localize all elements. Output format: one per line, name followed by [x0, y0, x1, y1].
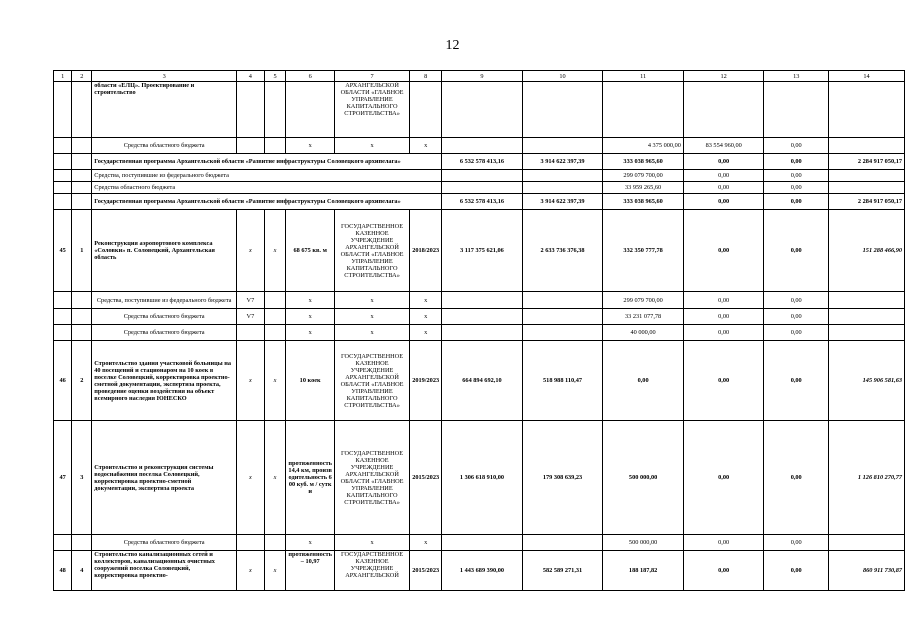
- header-cell: 2: [72, 71, 92, 82]
- header-cell: 6: [286, 71, 335, 82]
- cell: 0,00: [764, 309, 828, 325]
- cell: 1 126 810 270,77: [828, 421, 904, 535]
- cell: 0,00: [764, 325, 828, 341]
- header-cell: 11: [603, 71, 684, 82]
- cell: х: [286, 325, 335, 341]
- cell: 3 914 622 397,39: [522, 194, 603, 210]
- row-number: 46: [54, 341, 72, 421]
- cell: х: [264, 421, 286, 535]
- table-row: [54, 341, 905, 421]
- budget-table: [53, 70, 905, 591]
- cell: х: [264, 341, 286, 421]
- cell: 0,00: [683, 551, 764, 591]
- cell: х: [410, 535, 442, 551]
- table-row: [54, 551, 905, 591]
- cell: 0,00: [764, 551, 828, 591]
- cell: х: [237, 421, 265, 535]
- table-row: [54, 292, 905, 309]
- row-subnumber: 4: [72, 551, 92, 591]
- cell: 0,00: [683, 535, 764, 551]
- cell: 2 633 736 376,38: [522, 210, 603, 292]
- cell: х: [237, 551, 265, 591]
- table-row: [54, 325, 905, 341]
- cell: 0,00: [764, 154, 828, 170]
- cell: 3 117 375 621,06: [442, 210, 523, 292]
- cell: 0,00: [683, 170, 764, 182]
- cell: х: [286, 309, 335, 325]
- period: 2015/2023: [410, 421, 442, 535]
- row-subnumber: 3: [72, 421, 92, 535]
- table-row: [54, 210, 905, 292]
- header-cell: 13: [764, 71, 828, 82]
- customer-org: ГОСУДАРСТВЕННОЕ КАЗЕННОЕ УЧРЕЖДЕНИЕ АРХАНГЕЛЬСКОЙ ОБЛАСТИ «ГЛАВНОЕ УПРАВЛЕНИЕ КАПИТАЛЬНОГО СТРОИТЕЛЬСТВА»: [334, 341, 409, 421]
- cell: 1 306 618 910,00: [442, 421, 523, 535]
- capacity: 10 коек: [286, 341, 335, 421]
- header-cell: 10: [522, 71, 603, 82]
- cell: х: [334, 292, 409, 309]
- cell: 0,00: [683, 292, 764, 309]
- header-cell: 9: [442, 71, 523, 82]
- cell: 0,00: [683, 325, 764, 341]
- cell: 0,00: [764, 535, 828, 551]
- customer-org: ГОСУДАРСТВЕННОЕ КАЗЕННОЕ УЧРЕЖДЕНИЕ АРХАНГЕЛЬСКОЙ: [334, 551, 409, 591]
- cell: 3 914 622 397,39: [522, 154, 603, 170]
- cell: х: [237, 341, 265, 421]
- program-name: Государственная программа Архангельской области «Развитие инфраструктуры Соловецкого архипелага»: [92, 154, 442, 170]
- customer-org: ГОСУДАРСТВЕННОЕ КАЗЕННОЕ УЧРЕЖДЕНИЕ АРХАНГЕЛЬСКОЙ ОБЛАСТИ «ГЛАВНОЕ УПРАВЛЕНИЕ КАПИТАЛЬНОГО СТРОИТЕЛЬСТВА»: [334, 421, 409, 535]
- cell: 151 288 466,90: [828, 210, 904, 292]
- object-name: области «ЕЛЦ». Проектирование и строительство: [92, 82, 237, 138]
- cell: х: [286, 138, 335, 154]
- table-row: [54, 170, 905, 182]
- table-row: [54, 421, 905, 535]
- cell: 332 350 777,78: [603, 210, 684, 292]
- cell: V7: [237, 292, 265, 309]
- table-row: [54, 182, 905, 194]
- funding-source: Средства областного бюджета: [92, 309, 237, 325]
- cell: 0,00: [683, 341, 764, 421]
- cell: 0,00: [764, 170, 828, 182]
- row-subnumber: 1: [72, 210, 92, 292]
- cell: х: [410, 325, 442, 341]
- cell: 0,00: [683, 194, 764, 210]
- cell: 6 532 578 413,16: [442, 194, 523, 210]
- table-row: [54, 82, 905, 138]
- cell: х: [286, 292, 335, 309]
- cell: 179 308 639,23: [522, 421, 603, 535]
- cell: 518 988 110,47: [522, 341, 603, 421]
- capacity: 68 675 кв. м: [286, 210, 335, 292]
- program-name: Государственная программа Архангельской области «Развитие инфраструктуры Соловецкого архипелага»: [92, 194, 442, 210]
- cell: 0,00: [764, 194, 828, 210]
- cell: 83 554 960,00: [683, 138, 764, 154]
- cell: 299 079 700,00: [603, 292, 684, 309]
- header-cell: 7: [334, 71, 409, 82]
- cell: 0,00: [683, 309, 764, 325]
- period: 2019/2023: [410, 341, 442, 421]
- cell: 0,00: [603, 341, 684, 421]
- header-cell: 4: [237, 71, 265, 82]
- cell: 860 911 730,87: [828, 551, 904, 591]
- cell: 333 038 965,60: [603, 194, 684, 210]
- cell: х: [237, 210, 265, 292]
- period: 2015/2023: [410, 551, 442, 591]
- funding-source: Средства областного бюджета: [92, 182, 442, 194]
- customer-org: ГОСУДАРСТВЕННОЕ КАЗЕННОЕ УЧРЕЖДЕНИЕ АРХАНГЕЛЬСКОЙ ОБЛАСТИ «ГЛАВНОЕ УПРАВЛЕНИЕ КАПИТАЛЬНОГО СТРОИТЕЛЬСТВА»: [334, 210, 409, 292]
- cell: 2 284 917 050,17: [828, 154, 904, 170]
- cell: х: [410, 292, 442, 309]
- cell: 2 284 917 050,17: [828, 194, 904, 210]
- cell: 0,00: [764, 292, 828, 309]
- cell: 6 532 578 413,16: [442, 154, 523, 170]
- header-cell: 8: [410, 71, 442, 82]
- table-row: [54, 194, 905, 210]
- row-number: 48: [54, 551, 72, 591]
- table-row: [54, 309, 905, 325]
- object-name: Строительство и реконструкция системы водоснабжения поселка Соловецкий, корректировка проектно-сметной документации, экспертиза проекта: [92, 421, 237, 535]
- cell: х: [410, 309, 442, 325]
- row-number: 45: [54, 210, 72, 292]
- cell: 0,00: [683, 182, 764, 194]
- cell: 0,00: [764, 210, 828, 292]
- object-name: Строительство здания участковой больницы на 40 посещений и стационаром на 10 коек в поселке Соловецкий, корректировка проектно-сметной документации, экспертиза проекта, проведение оценки воздействия на объект всемирного наследия ЮНЕСКО: [92, 341, 237, 421]
- funding-source: Средства, поступившие из федерального бюджета: [92, 170, 442, 182]
- table-row: [54, 154, 905, 170]
- cell: 664 894 692,10: [442, 341, 523, 421]
- table-row: [54, 138, 905, 154]
- cell: 0,00: [764, 421, 828, 535]
- cell: 333 038 965,60: [603, 154, 684, 170]
- cell: 500 000,00: [603, 421, 684, 535]
- object-name: Реконструкция аэропортового комплекса «Соловки» п. Соловецкий, Архангельская область: [92, 210, 237, 292]
- row-number: 47: [54, 421, 72, 535]
- cell: х: [264, 551, 286, 591]
- funding-source: Средства, поступившие из федерального бюджета: [92, 292, 237, 309]
- funding-source: Средства областного бюджета: [92, 138, 237, 154]
- cell: 188 187,82: [603, 551, 684, 591]
- header-cell: 5: [264, 71, 286, 82]
- object-name: Строительство канализационных сетей и коллекторов, канализационных очистных сооружений поселка Соловецкий, корректировка проектно-: [92, 551, 237, 591]
- capacity: протяженность – 10,97: [286, 551, 335, 591]
- cell: х: [334, 138, 409, 154]
- customer-org: АРХАНГЕЛЬСКОЙ ОБЛАСТИ «ГЛАВНОЕ УПРАВЛЕНИЕ КАПИТАЛЬНОГО СТРОИТЕЛЬСТВА»: [334, 82, 409, 138]
- cell: 582 589 271,31: [522, 551, 603, 591]
- cell: 299 079 700,00: [603, 170, 684, 182]
- header-cell: 3: [92, 71, 237, 82]
- cell: 1 443 689 390,00: [442, 551, 523, 591]
- cell: х: [334, 309, 409, 325]
- cell: 0,00: [764, 138, 828, 154]
- funding-source: Средства областного бюджета: [92, 325, 237, 341]
- header-cell: 14: [828, 71, 904, 82]
- cell: 33 231 077,78: [603, 309, 684, 325]
- capacity: протяженность 14,4 км, производительность 600 куб. м / сутки: [286, 421, 335, 535]
- cell: 500 000,00: [603, 535, 684, 551]
- cell: 145 906 581,63: [828, 341, 904, 421]
- table-row: [54, 535, 905, 551]
- cell: 40 000,00: [603, 325, 684, 341]
- cell: х: [264, 210, 286, 292]
- cell: 0,00: [683, 154, 764, 170]
- row-subnumber: 2: [72, 341, 92, 421]
- cell: V7: [237, 309, 265, 325]
- cell: х: [286, 535, 335, 551]
- page-number: 12: [445, 38, 460, 53]
- funding-source: Средства областного бюджета: [92, 535, 237, 551]
- cell: х: [410, 138, 442, 154]
- cell: 0,00: [764, 341, 828, 421]
- cell: х: [334, 535, 409, 551]
- header-cell: 12: [683, 71, 764, 82]
- cell: 0,00: [764, 182, 828, 194]
- cell: 33 959 265,60: [603, 182, 684, 194]
- cell: 0,00: [683, 210, 764, 292]
- cell: 0,00: [683, 421, 764, 535]
- header-cell: 1: [54, 71, 72, 82]
- cell: х: [334, 325, 409, 341]
- cell: 4 375 000,00: [603, 138, 684, 154]
- header-row: [54, 71, 905, 82]
- period: 2018/2023: [410, 210, 442, 292]
